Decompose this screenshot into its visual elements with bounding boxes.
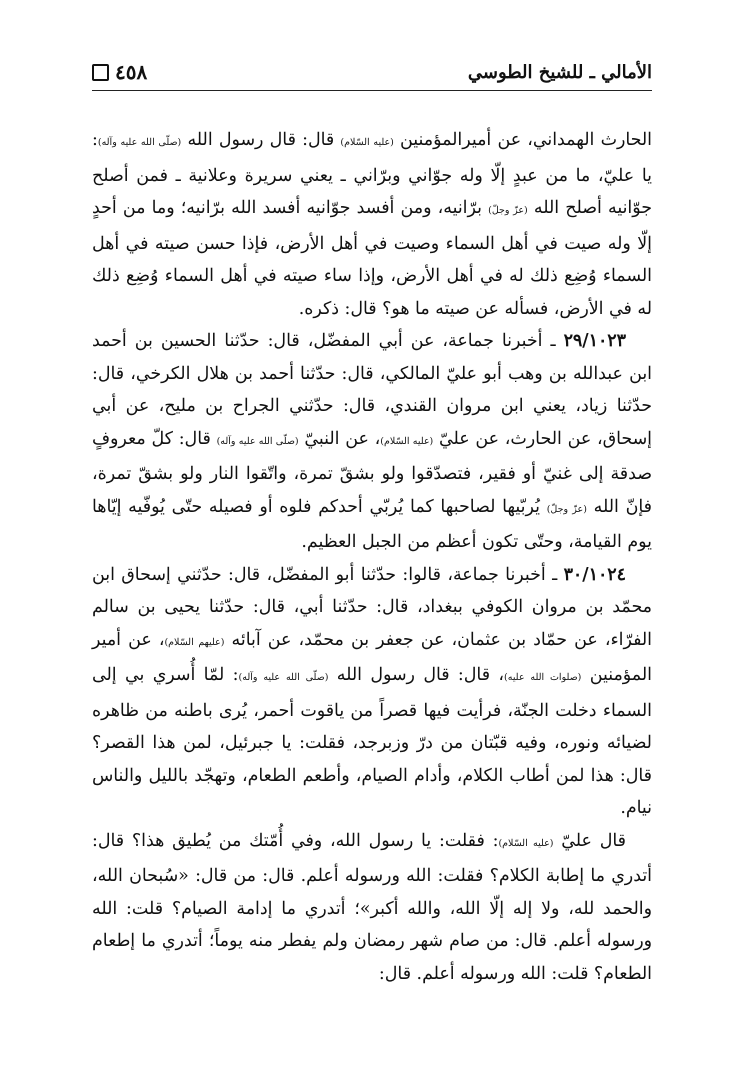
text-run: : فقلت: يا رسول الله، وفي أُمّتك من يُطيق هذا؟ قال: أتدري ما إطابة الكلام؟ فقلت: الله ورسوله أعلم. قال: من قال: «سُبحان الله، والحمد لله، ولا إله إلّا الله، والله أكبر»؛ أتدري ما إدامة الصيام؟ قلت: الله ورسوله أعلم. قال: من صام شهر رمضان ولم يفطر منه يوماً؛ أتدري ما إطعام الطعام؟ قلت: الله ورسوله أعلم. قال: bbox=[92, 830, 652, 984]
paragraph-p3 bbox=[92, 559, 652, 825]
honorific: (عزّ وجلّ) bbox=[546, 503, 587, 515]
honorific: (عليهم السّلام) bbox=[164, 636, 225, 648]
hadith-number: ٢٩/١٠٢٣ bbox=[563, 331, 626, 351]
square-ornament-icon bbox=[92, 64, 109, 81]
text-run: قال: قال رسول الله bbox=[181, 130, 341, 150]
paragraph-p4 bbox=[92, 825, 652, 991]
page-header bbox=[92, 54, 652, 91]
text-run: ، قال: قال رسول الله bbox=[328, 665, 505, 685]
page-number-text: ٤٥٨ bbox=[115, 60, 148, 84]
text-run: : لمّا أُسري بي إلى السماء دخلت الجنّة، فرأيت فيها قصراً من ياقوت أحمر، يُرى باطنه من ظاهره لضيائه ونوره، وفيه قبّتان من درّ وزبرجد، فقلت: يا جبرئيل، لمن هذا القصر؟ قال: هذا لمن أطاب الكلام، وأدام الصيام، وأطعم الطعام، وتهجّد بالليل والناس نيام. bbox=[92, 665, 652, 818]
text-run: ، عن النبيّ bbox=[298, 428, 381, 449]
honorific: (صلوات الله عليه) bbox=[504, 672, 582, 683]
text-run: قال: كلّ معروفٍ صدقة إلى غنيّ أو فقير، فتصدّقوا ولو بشقّ تمرة، واتّقوا النار ولو بشقّ تمرة، فإنّ الله bbox=[92, 428, 652, 517]
running-title: الأمالي ـ للشيخ الطوسي bbox=[467, 61, 652, 83]
text-run: ـ أخبرنا جماعة، عن أبي المفضّل، قال: حدّثنا الحسين بن أحمد ابن عبدالله بن وهب أبو عليّ المالكي، قال: حدّثنا أحمد بن هلال الكرخي، قال: حدّثنا زياد، يعني ابن مروان القندي، قال: حدّثني الجراح بن مليح، عن أبي إسحاق، عن الحارث، عن عليّ bbox=[92, 331, 652, 449]
honorific: (صلّى الله عليه وآله) bbox=[97, 137, 182, 148]
text-run: ـ أخبرنا جماعة، قالوا: حدّثنا أبو المفضّل، قال: حدّثني إسحاق ابن محمّد بن مروان الكوفي ببغداد، قال: حدّثنا أبي، قال: حدّثنا يحيى بن سالم الفرّاء، عن حمّاد بن عثمان، عن جعفر بن محمّد، عن آبائه bbox=[92, 564, 653, 650]
text-run: قال عليّ bbox=[553, 830, 626, 851]
honorific: (عليه السّلام) bbox=[380, 435, 434, 447]
honorific: (صلّى الله عليه وآله) bbox=[238, 672, 329, 683]
honorific: (صلّى الله عليه وآله) bbox=[216, 435, 299, 447]
paragraph-p1 bbox=[92, 124, 652, 325]
text-run: ، عن أمير المؤمنين bbox=[92, 629, 652, 685]
page-number bbox=[92, 60, 147, 84]
page-body bbox=[92, 124, 652, 990]
text-run: الحارث الهمداني، عن أميرالمؤمنين bbox=[393, 130, 652, 150]
honorific: (عليه السّلام) bbox=[498, 837, 554, 849]
honorific: (عزّ وجلّ) bbox=[488, 205, 528, 216]
text-run: يُربّيها لصاحبها كما يُربّي أحدكم فلوه أو فصيله حتّى يُوفّيه إيّاها يوم القيامة، وحتّى تكون أعظم من الجبل العظيم. bbox=[92, 496, 652, 552]
text-run: برّانيه، ومن أفسد جوّانيه أفسد الله برّانيه؛ وما من أحدٍ إلّا وله صيت في أهل السماء وصيت في أهل الأرض، فإذا حسن صيته في أهل السماء وُضِع ذلك له في أهل الأرض، وإذا ساء صيته في أهل السماء وُضِع ذلك له في الأرض، فسأله عن صيته ما هو؟ قال: ذكره. bbox=[92, 198, 652, 319]
text-run: : يا عليّ، ما من عبدٍ إلّا وله جوّاني وبرّاني ـ يعني سريرة وعلانية ـ فمن أصلح جوّانيه أصلح الله bbox=[92, 130, 653, 218]
honorific: (عليه السّلام) bbox=[340, 137, 394, 148]
paragraph-p2 bbox=[92, 325, 652, 559]
hadith-number: ٣٠/١٠٢٤ bbox=[563, 564, 626, 585]
